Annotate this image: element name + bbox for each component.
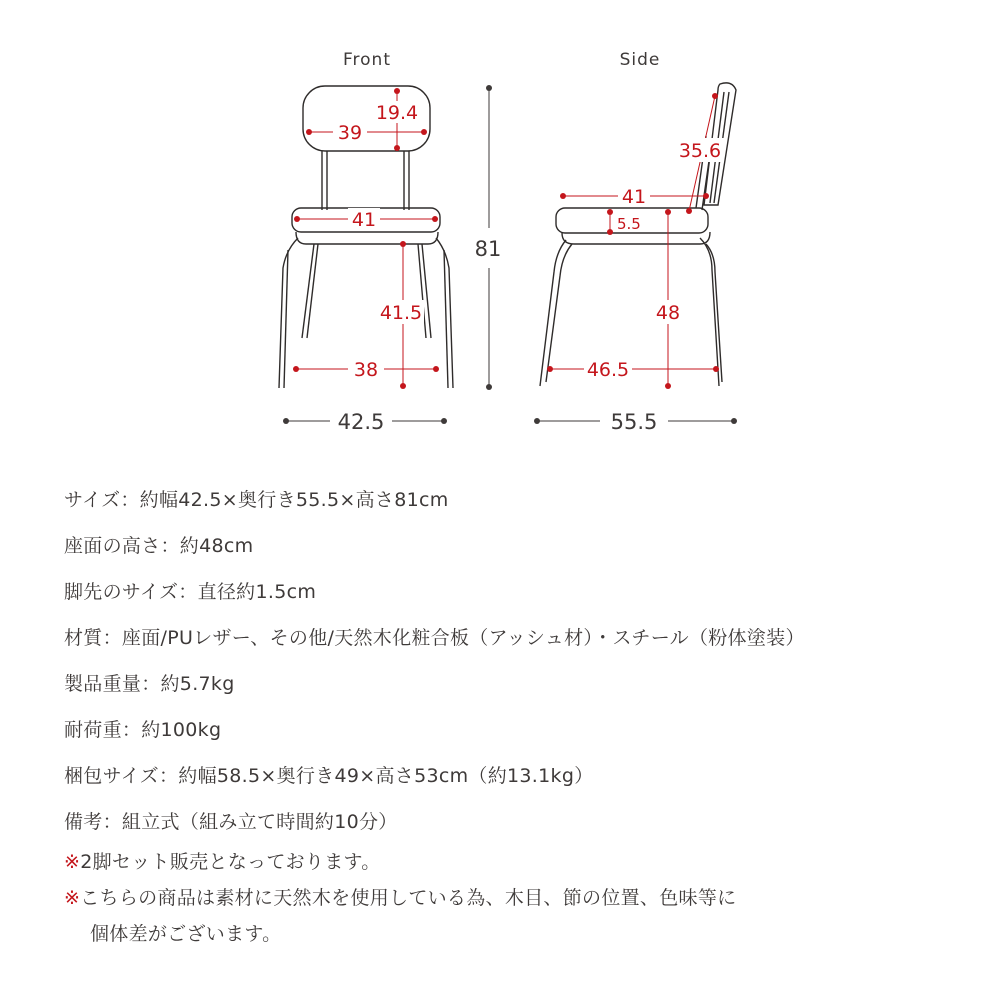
overall-height-label: 81	[474, 237, 502, 261]
front-back-height-label: 19.4	[375, 102, 419, 124]
spec-seat-height: 座面の高さ：約48cm	[64, 535, 254, 557]
note-natural-wood-text: こちらの商品は素材に天然木を使用している為、木目、節の位置、色味等に	[80, 887, 737, 909]
side-chair-outline	[540, 83, 736, 386]
spec-load-capacity: 耐荷重：約100kg	[64, 719, 222, 741]
note-mark: ※	[64, 887, 81, 909]
side-back-height-label: 35.6	[678, 140, 722, 162]
front-overall-width-label: 42.5	[337, 410, 385, 434]
front-view-title: Front	[343, 50, 391, 70]
spec-weight: 製品重量：約5.7kg	[64, 673, 235, 695]
front-seat-width-label: 41	[351, 209, 377, 231]
front-leg-span-label: 38	[353, 359, 379, 381]
side-dimension-lines	[547, 93, 722, 389]
side-seat-thickness-label: 5.5	[617, 215, 641, 233]
side-view-title: Side	[619, 50, 661, 70]
overall-height-dimension	[475, 85, 502, 390]
note-set-sale-text: 2脚セット販売となっております。	[80, 851, 381, 873]
note-set-sale	[64, 844, 984, 880]
spec-material: 材質：座面/PUレザー、その他/天然木化粧合板（アッシュ材）・スチール（粉体塗装）	[64, 627, 805, 649]
side-seat-depth-label: 41	[621, 186, 647, 208]
dimension-diagram	[0, 0, 1000, 470]
side-overall-depth-label: 55.5	[610, 410, 658, 434]
spec-list	[64, 482, 984, 952]
side-leg-span-label: 46.5	[586, 359, 630, 381]
side-seat-height-label: 48	[655, 302, 681, 324]
note-natural-wood-continued: 個体差がございます。	[90, 923, 282, 945]
note-natural-wood	[64, 880, 984, 916]
spec-package-size: 梱包サイズ：約幅58.5×奥行き49×高さ53cm（約13.1kg）	[64, 765, 594, 787]
spec-size: サイズ：約幅42.5×奥行き55.5×高さ81cm	[64, 489, 449, 511]
spec-foot-size: 脚先のサイズ：直径約1.5cm	[64, 581, 317, 603]
front-back-width-label: 39	[337, 122, 363, 144]
note-mark: ※	[64, 851, 81, 873]
side-overall-depth-dimension	[534, 410, 737, 434]
front-overall-width-dimension	[283, 410, 447, 434]
front-seat-height-label: 41.5	[379, 302, 423, 324]
spec-remarks: 備考：組立式（組み立て時間約10分）	[64, 811, 398, 833]
